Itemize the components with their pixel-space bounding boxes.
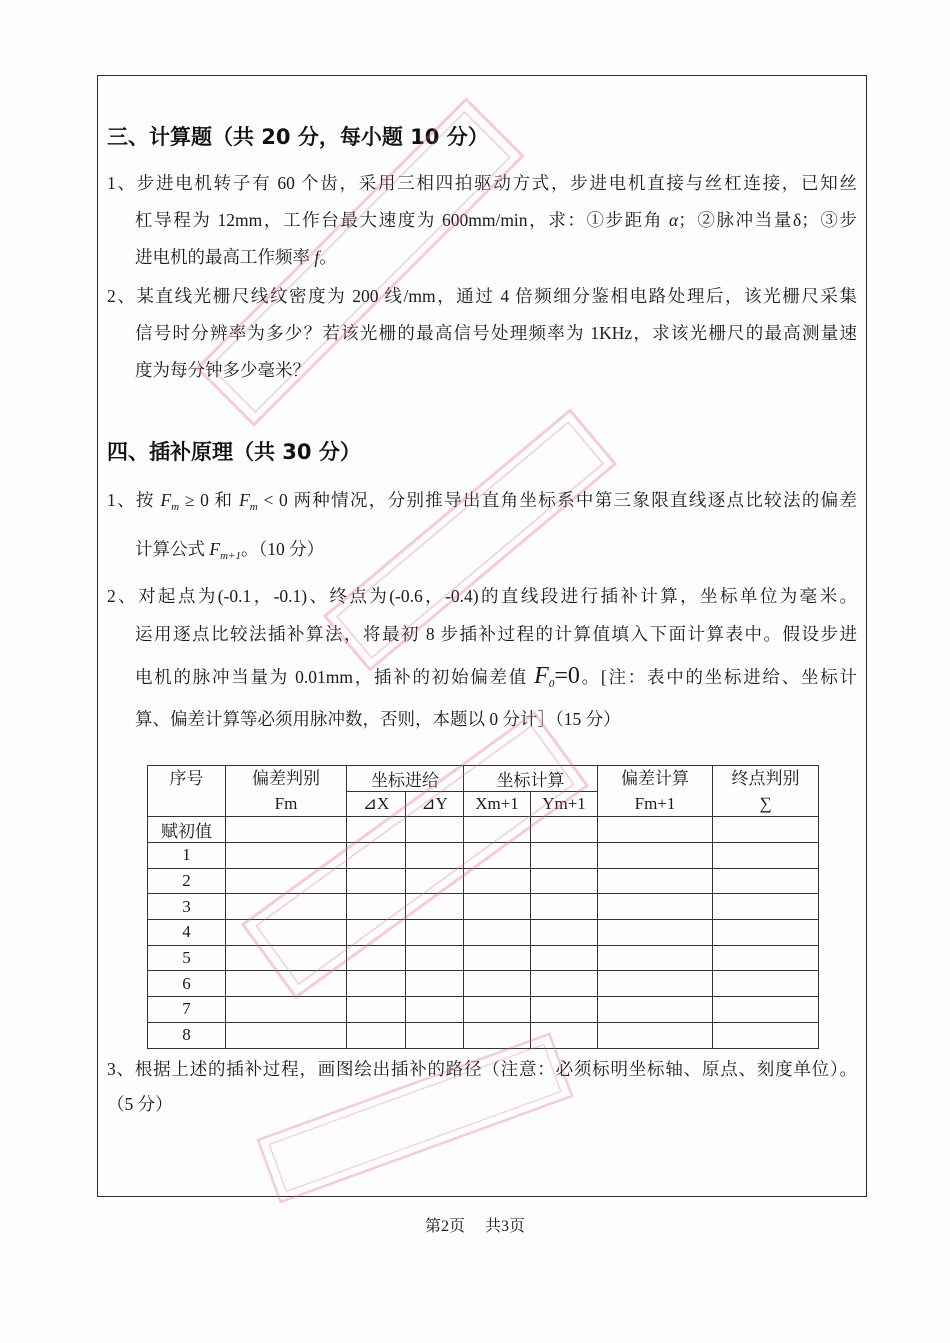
table-cell	[347, 997, 406, 1023]
text-segment: 计算公式	[135, 539, 210, 559]
header-sublabel: Fm+1	[634, 794, 676, 813]
table-cell	[598, 971, 713, 997]
page-total: 共3页	[485, 1218, 526, 1235]
table-cell	[347, 868, 406, 894]
row-label: 3	[148, 894, 226, 920]
text-segment: 电机的脉冲当量为 0.01mm，插补的初始偏差值	[135, 667, 535, 687]
table-header-end-judge	[713, 766, 819, 817]
header-label: 偏差判别	[252, 769, 320, 788]
table-cell	[347, 971, 406, 997]
table-header-coord-x: Xm+1	[464, 792, 531, 817]
header-sublabel: Fm	[274, 794, 298, 813]
table-cell	[347, 894, 406, 920]
table-cell	[464, 945, 531, 971]
table-cell	[531, 945, 598, 971]
table-header-deviation-calc	[598, 766, 713, 817]
table-header-coord-y: Ym+1	[531, 792, 598, 817]
table-row	[148, 1022, 819, 1048]
text-segment: 1、按	[107, 490, 161, 510]
table-row	[148, 894, 819, 920]
math-subscript: m+1	[220, 550, 241, 562]
row-label: 5	[148, 945, 226, 971]
section-heading-interpolation: 四、插补原理（共 30 分）	[107, 440, 361, 464]
header-label: 终点判别	[731, 769, 800, 788]
table-cell	[531, 843, 598, 869]
table-cell	[406, 868, 464, 894]
table-cell	[347, 817, 406, 843]
table-header-feed: 坐标进给	[347, 766, 464, 792]
page-footer	[425, 1215, 525, 1239]
table-header-coord: 坐标计算	[464, 766, 598, 792]
table-cell	[464, 894, 531, 920]
row-label: 8	[148, 1022, 226, 1048]
s4-question-3-line-2: （5 分）	[107, 1094, 173, 1114]
table-row	[148, 868, 819, 894]
s4-question-2-line-3	[135, 661, 857, 699]
s4-question-1-line-2	[135, 537, 857, 568]
question-2-line-3: 度为每分钟多少毫米？	[135, 360, 310, 380]
table-cell	[531, 817, 598, 843]
table-row	[148, 920, 819, 946]
table-cell	[531, 997, 598, 1023]
table-cell	[598, 920, 713, 946]
table-cell	[464, 817, 531, 843]
page-number: 第2页	[425, 1218, 466, 1235]
table-cell	[713, 1022, 819, 1048]
math-subscript: m	[249, 501, 258, 513]
table-cell	[226, 920, 347, 946]
table-cell	[464, 920, 531, 946]
header-label: 序号	[169, 769, 204, 788]
table-row	[148, 843, 819, 869]
table-cell	[598, 843, 713, 869]
table-cell	[464, 971, 531, 997]
text-segment: 杠导程为 12mm，工作台最大速度为 600mm/min，求：①步距角	[135, 210, 670, 230]
table-cell	[406, 817, 464, 843]
row-label: 7	[148, 997, 226, 1023]
text-segment: < 0 两种情况，分别推导出直角坐标系中第三象限直线逐点比较法的偏差	[257, 490, 857, 510]
table-cell	[713, 997, 819, 1023]
table-cell	[713, 945, 819, 971]
table-cell	[464, 868, 531, 894]
math-equation: =0	[554, 663, 580, 689]
text-segment: 。	[319, 247, 337, 267]
table-cell	[406, 945, 464, 971]
table-cell	[226, 894, 347, 920]
text-segment: 进电机的最高工作频率	[135, 247, 315, 267]
text-segment: ；②脉冲当量δ；③步	[678, 210, 857, 230]
header-sublabel: ∑	[759, 794, 772, 813]
question-1-line-3	[135, 245, 857, 269]
table-cell	[531, 971, 598, 997]
text-segment: ≥ 0 和	[179, 490, 240, 510]
table-header-deviation-judge	[226, 766, 347, 817]
question-1-line-2	[135, 208, 857, 232]
interpolation-calculation-table	[147, 765, 819, 1049]
row-label: 1	[148, 843, 226, 869]
table-cell	[226, 1022, 347, 1048]
text-segment: 。（10 分）	[240, 539, 325, 559]
table-cell	[531, 920, 598, 946]
table-cell	[598, 817, 713, 843]
table-header-feed-y: ⊿Y	[406, 792, 464, 817]
table-cell	[713, 843, 819, 869]
math-variable: F	[534, 663, 549, 689]
table-cell	[226, 817, 347, 843]
math-variable: F	[239, 490, 250, 510]
table-cell	[406, 1022, 464, 1048]
table-cell	[406, 843, 464, 869]
s4-question-2-line-1: 2、对起点为(-0.1，-0.1)、终点为(-0.6，-0.4)的直线段进行插补计算，坐标单位为毫米。	[107, 586, 857, 606]
s4-question-3-line-1: 3、根据上述的插补过程，画图绘出插补的路径（注意：必须标明坐标轴、原点、刻度单位）。	[107, 1059, 857, 1079]
table-cell	[464, 843, 531, 869]
table-cell	[406, 997, 464, 1023]
row-label: 赋初值	[148, 817, 226, 843]
table-row	[148, 945, 819, 971]
table-cell	[347, 920, 406, 946]
header-label: 偏差计算	[621, 769, 689, 788]
table-cell	[226, 843, 347, 869]
s4-question-2-line-2: 运用逐点比较法插补算法，将最初 8 步插补过程的计算值填入下面计算表中。假设步进	[135, 624, 857, 644]
table-cell	[713, 971, 819, 997]
table-cell	[464, 1022, 531, 1048]
table-cell	[226, 945, 347, 971]
table-cell	[598, 868, 713, 894]
table-cell	[406, 894, 464, 920]
table-cell	[347, 1022, 406, 1048]
table-cell	[531, 1022, 598, 1048]
row-label: 4	[148, 920, 226, 946]
table-row	[148, 817, 819, 843]
math-subscript: m	[171, 501, 180, 513]
table-cell	[598, 894, 713, 920]
table-header-row	[148, 766, 819, 792]
table-cell	[347, 843, 406, 869]
text-segment: 。[注：表中的坐标进给、坐标计	[579, 667, 857, 687]
alpha-symbol: α	[669, 210, 679, 230]
math-variable: F	[160, 490, 172, 510]
table-cell	[598, 1022, 713, 1048]
table-cell	[406, 920, 464, 946]
table-cell	[713, 894, 819, 920]
table-cell	[464, 997, 531, 1023]
row-label: 6	[148, 971, 226, 997]
table-cell	[713, 817, 819, 843]
table-cell	[406, 971, 464, 997]
row-label: 2	[148, 868, 226, 894]
question-2-line-1: 2、某直线光栅尺线纹密度为 200 线/mm，通过 4 倍频细分鉴相电路处理后，该光栅尺采集	[107, 286, 857, 306]
table-cell	[598, 997, 713, 1023]
math-subscript: 0	[548, 678, 555, 690]
table-cell	[531, 894, 598, 920]
table-row	[148, 971, 819, 997]
table-cell	[531, 868, 598, 894]
s4-question-1-line-1	[107, 488, 857, 519]
table-cell	[226, 997, 347, 1023]
table-cell	[226, 971, 347, 997]
table-cell	[226, 868, 347, 894]
math-variable: F	[209, 539, 221, 559]
table-header-index	[148, 766, 226, 817]
table-cell	[713, 868, 819, 894]
table-cell	[347, 945, 406, 971]
question-2-line-2: 信号时分辨率为多少？若该光栅的最高信号处理频率为 1KHz，求该光栅尺的最高测量速	[135, 323, 857, 343]
table-row	[148, 997, 819, 1023]
table-header-feed-x: ⊿X	[347, 792, 406, 817]
table-cell	[598, 945, 713, 971]
section-heading-calculation: 三、计算题（共 20 分，每小题 10 分）	[107, 125, 489, 149]
question-1-line-1: 1、步进电机转子有 60 个齿，采用三相四拍驱动方式，步进电机直接与丝杠连接，已知丝	[107, 173, 857, 193]
s4-question-2-line-4: 算、偏差计算等必须用脉冲数，否则，本题以 0 分计］（15 分）	[135, 709, 621, 729]
frequency-symbol: f	[314, 247, 320, 267]
table-cell	[713, 920, 819, 946]
